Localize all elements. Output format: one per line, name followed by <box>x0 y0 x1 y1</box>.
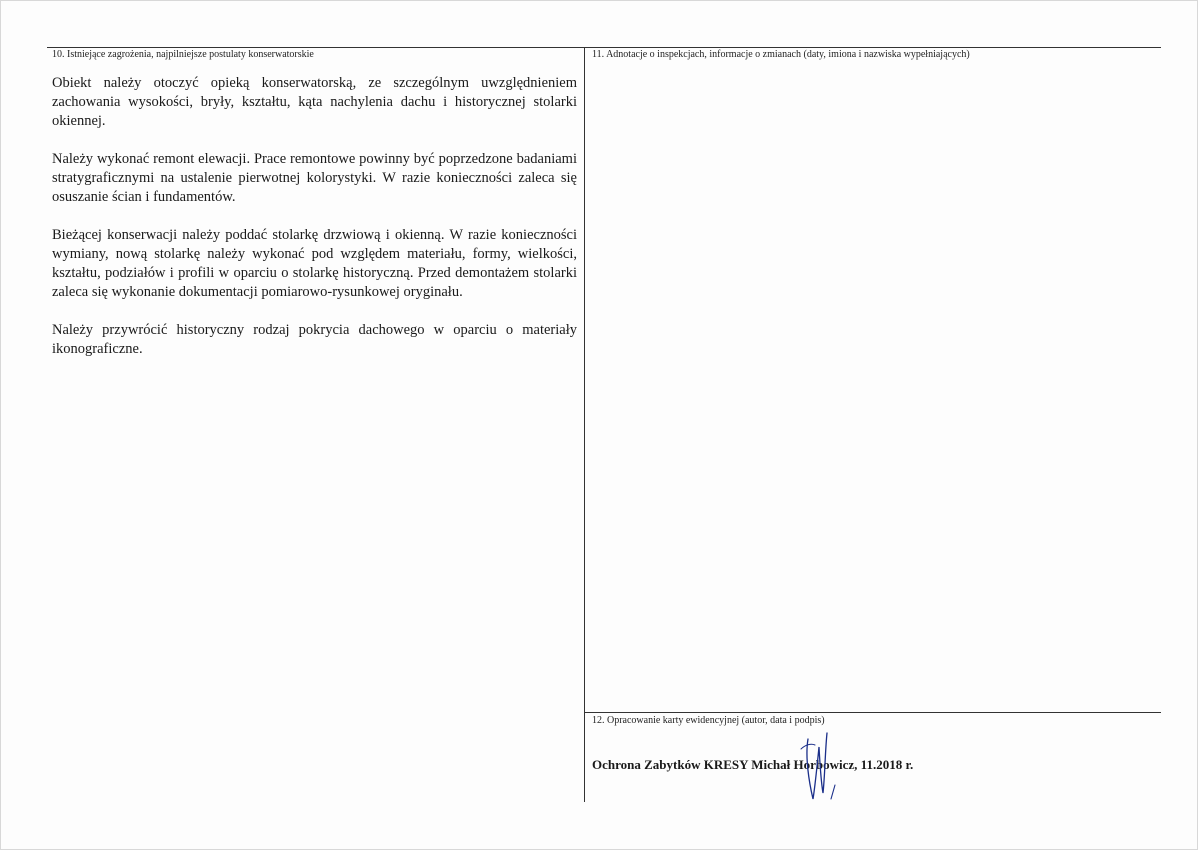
section12-rule <box>584 712 1161 713</box>
top-rule-right <box>584 47 1161 48</box>
paragraph-4: Należy przywrócić historyczny rodzaj pokrycia dachowego w oparciu o materiały ikonograficzne. <box>52 322 577 357</box>
paragraph-2: Należy wykonać remont elewacji. Prace remontowe powinny być poprzedzone badaniami stratygraficznymi na ustalenie pierwotnej kolorystyki. W razie konieczności zaleca się osuszanie ścian i fundamentów. <box>52 151 577 205</box>
section12-label: 12. Opracowanie karty ewidencyjnej (autor, data i podpis) <box>592 715 825 726</box>
column-divider <box>584 47 585 802</box>
section10-body <box>52 74 577 378</box>
paragraph-1: Obiekt należy otoczyć opieką konserwatorską, ze szczególnym uwzględnieniem zachowania wysokości, bryły, kształtu, kąta nachylenia dachu i historycznej stolarki okiennej. <box>52 75 577 129</box>
author-line: Ochrona Zabytków KRESY Michał Horbowicz, 11.2018 r. <box>592 757 914 772</box>
paragraph-3: Bieżącej konserwacji należy poddać stolarkę drzwiową i okienną. W razie konieczności wymiany, nową stolarkę należy wykonać pod względem materiału, formy, wielkości, kształtu, podziałów i profili w oparciu o stolarkę historyczną. Przed demontażem stolarki zaleca się wykonanie dokumentacji pomiarowo-rysunkowej oryginału. <box>52 227 577 300</box>
section11-label: 11. Adnotacje o inspekcjach, informacje o zmianach (daty, imiona i nazwiska wypełniających) <box>592 49 970 60</box>
signature-icon <box>791 727 851 807</box>
section10-label: 10. Istniejące zagrożenia, najpilniejsze postulaty konserwatorskie <box>52 49 314 60</box>
top-rule-left <box>47 47 584 48</box>
